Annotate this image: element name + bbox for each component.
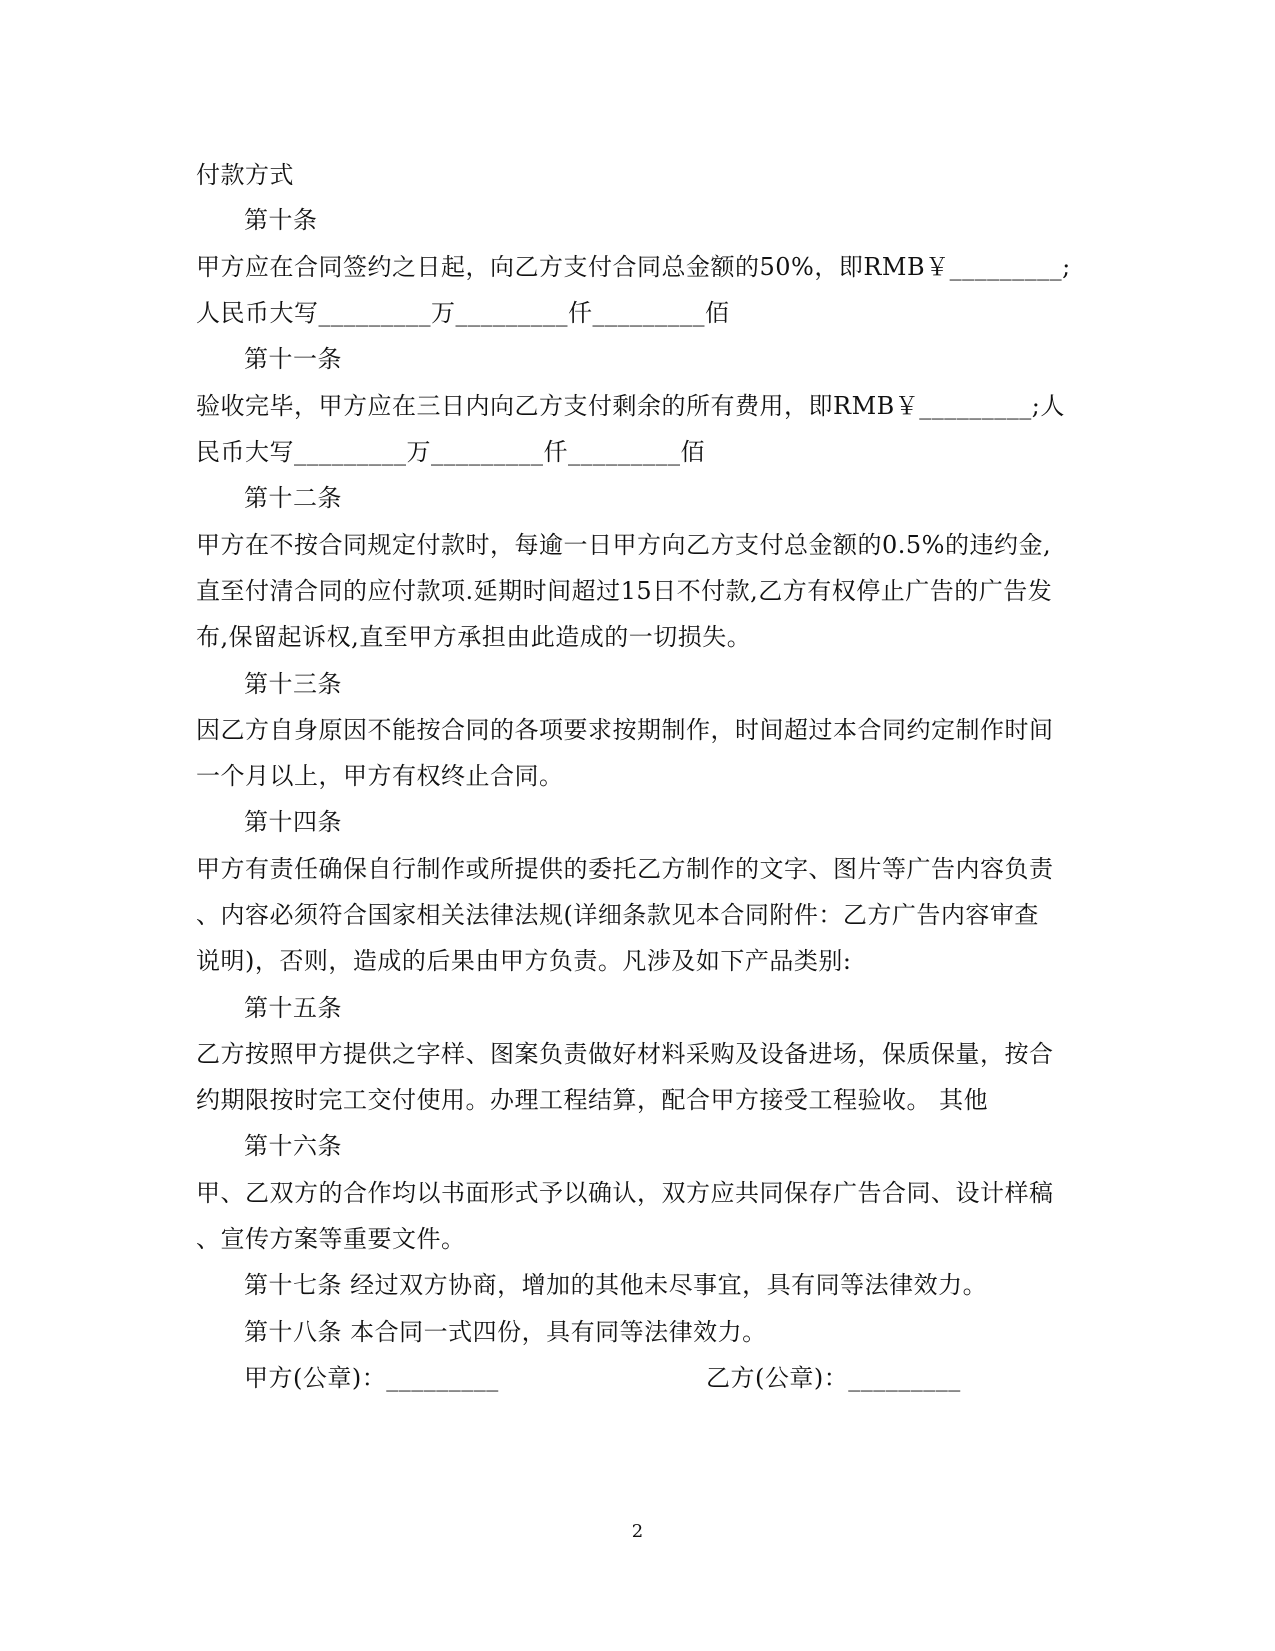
article-18: 第十八条 本合同一式四份，具有同等法律效力。 bbox=[244, 1318, 767, 1346]
article-10-title: 第十条 bbox=[244, 206, 318, 234]
section-heading: 付款方式 bbox=[196, 161, 294, 189]
party-b-seal: 乙方(公章)：_________ bbox=[706, 1364, 961, 1392]
article-12-line-3: 布,保留起诉权,直至甲方承担由此造成的一切损失。 bbox=[196, 623, 752, 651]
article-17: 第十七条 经过双方协商，增加的其他未尽事宜，具有同等法律效力。 bbox=[244, 1271, 988, 1299]
article-13-line-2: 一个月以上，甲方有权终止合同。 bbox=[196, 762, 564, 790]
article-11-line-2: 民币大写_________万_________仟_________佰 bbox=[196, 438, 705, 466]
article-10-line-2: 人民币大写_________万_________仟_________佰 bbox=[196, 299, 730, 327]
article-16-line-1: 甲、乙双方的合作均以书面形式予以确认，双方应共同保存广告合同、设计样稿 bbox=[196, 1179, 1054, 1207]
article-14-line-2: 、内容必须符合国家相关法律法规(详细条款见本合同附件：乙方广告内容审查 bbox=[196, 901, 1039, 929]
article-12-title: 第十二条 bbox=[244, 484, 342, 512]
page-number: 2 bbox=[631, 1521, 644, 1542]
article-14-line-1: 甲方有责任确保自行制作或所提供的委托乙方制作的文字、图片等广告内容负责 bbox=[196, 855, 1054, 883]
article-11-title: 第十一条 bbox=[244, 345, 342, 373]
article-10-line-1: 甲方应在合同签约之日起，向乙方支付合同总金额的50%，即RMB￥_________; bbox=[196, 253, 1071, 281]
article-15-line-2: 约期限按时完工交付使用。办理工程结算，配合甲方接受工程验收。 其他 bbox=[196, 1086, 989, 1114]
article-15-line-1: 乙方按照甲方提供之字样、图案负责做好材料采购及设备进场，保质保量，按合 bbox=[196, 1040, 1054, 1068]
article-13-title: 第十三条 bbox=[244, 670, 342, 698]
article-12-line-1: 甲方在不按合同规定付款时，每逾一日甲方向乙方支付总金额的0.5%的违约金, bbox=[196, 531, 1052, 559]
article-12-line-2: 直至付清合同的应付款项.延期时间超过15日不付款,乙方有权停止广告的广告发 bbox=[196, 577, 1053, 605]
article-13-line-1: 因乙方自身原因不能按合同的各项要求按期制作，时间超过本合同约定制作时间 bbox=[196, 716, 1054, 744]
article-15-title: 第十五条 bbox=[244, 994, 342, 1022]
article-14-title: 第十四条 bbox=[244, 808, 342, 836]
article-16-line-2: 、宣传方案等重要文件。 bbox=[196, 1225, 466, 1253]
party-a-seal: 甲方(公章)：_________ bbox=[244, 1364, 499, 1392]
article-11-line-1: 验收完毕，甲方应在三日内向乙方支付剩余的所有费用，即RMB￥_________;人 bbox=[196, 392, 1065, 420]
article-14-line-3: 说明)，否则，造成的后果由甲方负责。凡涉及如下产品类别: bbox=[196, 947, 852, 975]
article-16-title: 第十六条 bbox=[244, 1132, 342, 1160]
